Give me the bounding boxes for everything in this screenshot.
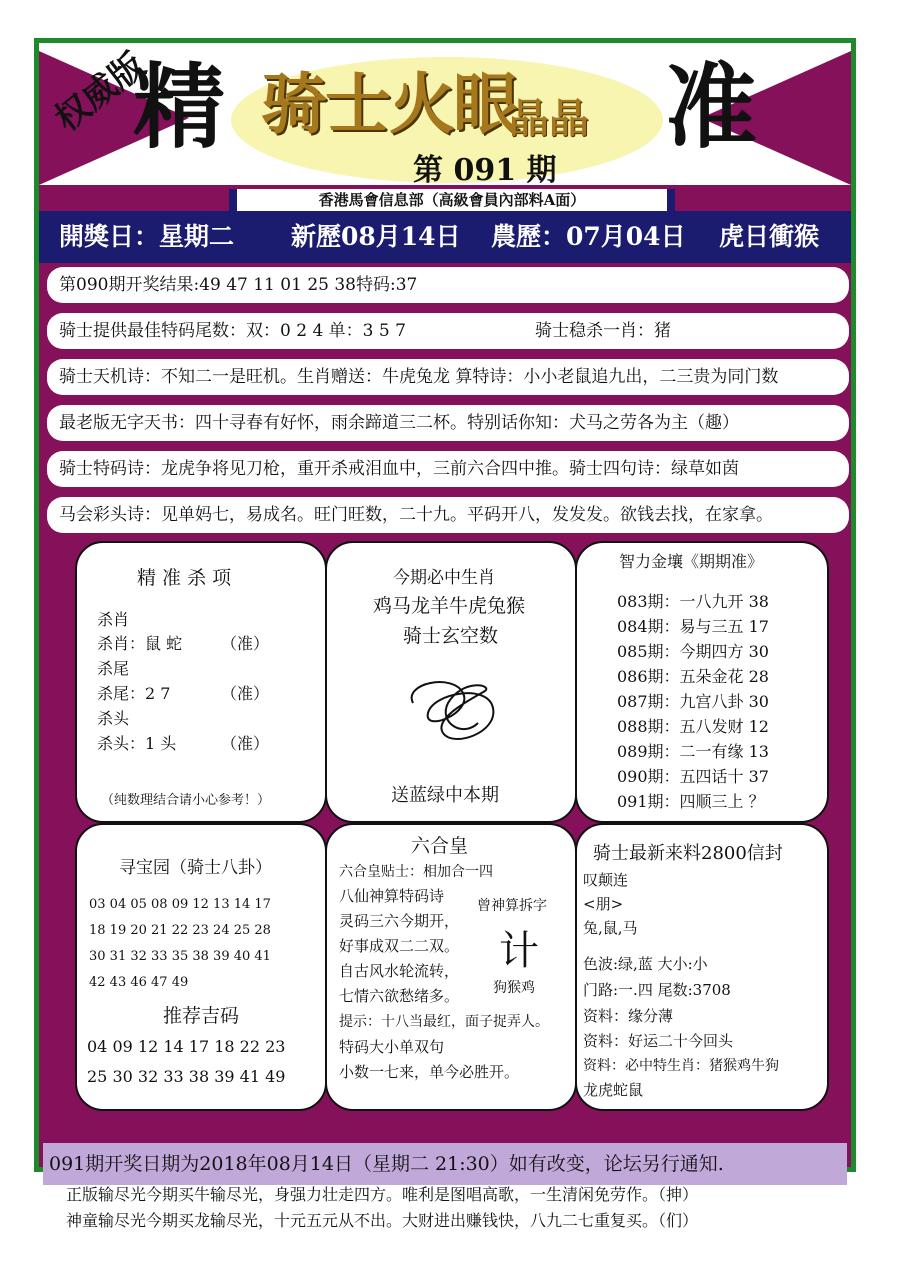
zodiac-bottom: 送蓝绿中本期 (391, 785, 499, 806)
news-line-5: 门路:一.四 尾数:3708 (583, 981, 731, 999)
news-line-7: 资料：好运二十今回头 (583, 1032, 734, 1050)
wisdom-item-3: 085期：今期四方 30 (617, 642, 769, 661)
poem-row-3: 骑士特码诗：龙虎争将见刀枪，重开杀戒泪血中，三前六合四中推。骑士四句诗：绿草如茵 (47, 451, 849, 487)
liuhe-line-1: 六合皇贴士：相加合一四 (339, 864, 493, 880)
tail-number-text: 骑士提供最佳特码尾数：双：0 2 4 单：3 5 7 (59, 321, 406, 341)
zodiac-box (325, 541, 577, 823)
wisdom-item-6: 088期：五八发财 12 (617, 717, 769, 736)
news-line-4: 色波:绿,蓝 大小:小 (583, 955, 708, 973)
treasure-numbers-3: 30 31 32 33 35 38 39 40 41 (89, 949, 271, 964)
kill-box-note: （纯数理结合请小心参考！） (101, 793, 271, 808)
news-line-9: 龙虎蛇鼠 (583, 1081, 644, 1099)
date-line (39, 211, 851, 263)
big-char-right: 准 (665, 53, 758, 161)
draw-day: 開獎日：星期二 (59, 222, 235, 251)
kill-zodiac-text: 骑士稳杀一肖：猪 (535, 321, 671, 341)
bottom-line-1: 正版输尽光今期买牛输尽光，身强力壮走四方。唯利是图唱高歌，一生清闲免劳作。（抻） (66, 1185, 699, 1204)
wisdom-item-7: 089期：二一有缘 13 (617, 742, 769, 761)
title-main: 骑士火眼 (261, 65, 517, 143)
lucky-title: 推荐吉码 (163, 1005, 240, 1027)
kill-line-5: 杀头 (97, 709, 130, 728)
kill-line-1: 杀肖 (97, 610, 130, 629)
lucky-numbers-2: 25 30 32 33 38 39 41 49 (87, 1067, 286, 1086)
liuhe-line-4: 好事成双二二双。 (339, 937, 460, 955)
liuhe-line-7: 提示：十八当最红，面子捉弄人。 (339, 1014, 549, 1030)
wisdom-item-1: 083期：一八九开 38 (617, 592, 769, 611)
news-line-1: 叹颠连 (583, 871, 629, 889)
kill-line-4: 杀尾：2 7 (97, 684, 171, 703)
news-line-2: <朋> (583, 895, 624, 913)
lunar-date: 農歷：07月04日 (491, 222, 686, 251)
kill-box (75, 541, 327, 823)
wisdom-item-5: 087期：九宫八卦 30 (617, 692, 769, 711)
kill-line-6: 杀头：1 头 (97, 734, 177, 753)
liuhe-line-6: 七情六欲愁绪多。 (339, 987, 460, 1005)
western-date: 新歷08月14日 (291, 222, 461, 251)
poem-row-1: 骑士天机诗：不知二一是旺机。生肖赠送：牛虎兔龙 算特诗：小小老鼠追九出，二三贵为同门数 (47, 359, 849, 395)
wisdom-box (575, 541, 829, 823)
news-line-3: 兔,鼠,马 (583, 919, 638, 937)
treasure-numbers-1: 03 04 05 08 09 12 13 14 17 (89, 897, 271, 912)
zodiac-line-2: 鸡马龙羊牛虎兔猴 (373, 595, 526, 617)
news-title: 骑士最新来料2800信封 (593, 843, 783, 864)
issue-number: 第 091 期 (413, 153, 557, 185)
kill-box-title: 精 准 杀 项 (137, 567, 232, 589)
liuhe-side-sub: 狗猴鸡 (493, 980, 535, 996)
treasure-numbers-2: 18 19 20 21 22 23 24 25 28 (89, 923, 271, 938)
liuhe-box (325, 823, 577, 1111)
edition-label: 权威版 (47, 45, 153, 140)
result-row: 第090期开奖结果:49 47 11 01 25 38特码:37 (47, 267, 849, 303)
zodiac-line-1: 今期必中生肖 (393, 568, 495, 588)
news-line-8: 资料：必中特生肖：猪猴鸡牛狗 (583, 1058, 779, 1074)
info-banner: 香港馬會信息部（高級會員內部料A面） (229, 189, 675, 211)
kill-mark-2: （准） (221, 684, 270, 703)
news-line-6: 资料：缘分薄 (583, 1007, 674, 1025)
poster-frame (34, 38, 856, 1175)
poem-row-2: 最老版无字天书：四十寻春有好怀，雨余蹄道三二杯。特别话你知：犬马之劳各为主（趣） (47, 405, 849, 441)
liuhe-title: 六合皇 (411, 835, 469, 857)
bottom-line-2: 神童输尽光今期买龙输尽光，十元五元从不出。大财进出赚钱快，八九二七重复买。（们） (66, 1211, 699, 1230)
liuhe-line-5: 自古风水轮流转， (339, 962, 460, 980)
wisdom-title: 智力金壤《期期准》 (619, 552, 764, 571)
lucky-numbers-1: 04 09 12 14 17 18 22 23 (87, 1037, 286, 1056)
notice-bar: 091期开奖日期为2018年08月14日（星期二 21:30）如有改变，论坛另行通知. (43, 1143, 847, 1185)
kill-line-2: 杀肖：鼠 蛇 (97, 634, 183, 653)
liuhe-line-8: 特码大小单双句 (339, 1038, 445, 1056)
kill-mark-1: （准） (221, 634, 270, 653)
tail-number-row (47, 313, 849, 349)
treasure-numbers-4: 42 43 46 47 49 (89, 975, 189, 990)
liuhe-side-char: 计 (499, 928, 539, 974)
news-box (575, 823, 829, 1111)
treasure-title: 寻宝园（骑士八卦） (119, 858, 272, 878)
kill-mark-3: （准） (221, 734, 270, 753)
signature-scribble (393, 663, 513, 753)
title-sub: 晶晶 (509, 95, 589, 142)
liuhe-line-9: 小数一七来，单今必胜开。 (339, 1063, 520, 1081)
header (39, 43, 851, 185)
poem-row-4: 马会彩头诗：见单妈七，易成名。旺门旺数，二十九。平码开八，发发发。欲钱去找，在家拿。 (47, 497, 849, 533)
wisdom-item-2: 084期：易与三五 17 (617, 617, 769, 636)
kill-line-3: 杀尾 (97, 659, 130, 678)
wisdom-item-8: 090期：五四话十 37 (617, 767, 769, 786)
zodiac-line-3: 骑士玄空数 (403, 625, 499, 647)
wisdom-item-4: 086期：五朵金花 28 (617, 667, 769, 686)
liuhe-line-3: 灵码三六今期开， (339, 912, 460, 930)
liuhe-line-2: 八仙神算特码诗 (339, 887, 445, 905)
wisdom-item-9: 091期：四顺三上 ？ (617, 792, 765, 811)
zodiac-day: 虎日衝猴 (719, 222, 820, 251)
liuhe-side-title: 曾神算拆字 (477, 898, 547, 914)
big-char-left: 精 (133, 53, 226, 161)
treasure-box (75, 823, 327, 1111)
